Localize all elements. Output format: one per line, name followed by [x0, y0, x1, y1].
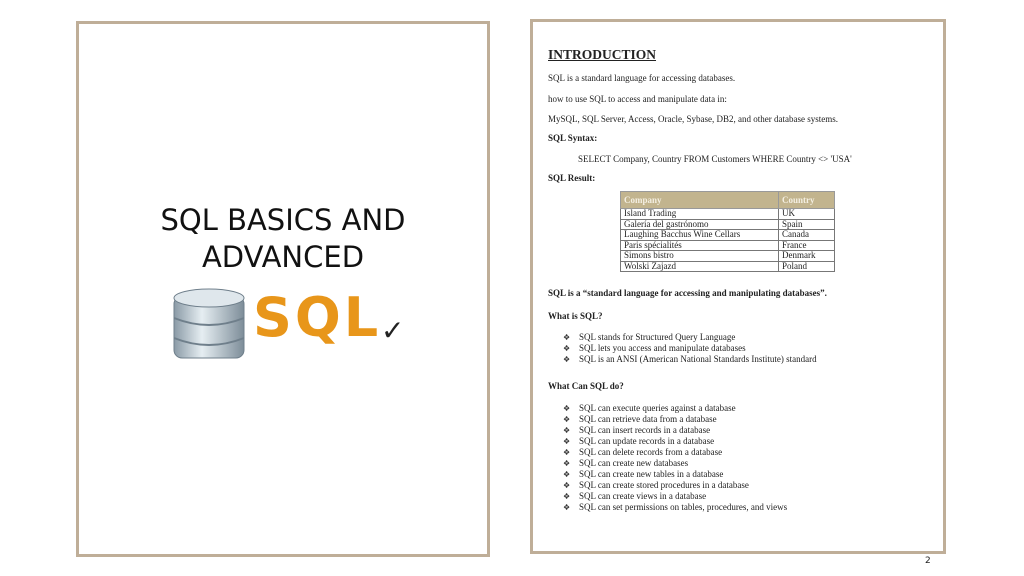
title-line-1: SQL BASICS AND: [160, 203, 406, 237]
item-text: SQL is an ANSI (American National Standards Institute) standard: [579, 354, 817, 364]
item-text: SQL can create new databases: [579, 458, 689, 468]
table-row: [621, 219, 835, 230]
table-header: Company: [621, 192, 779, 209]
syntax-code: SELECT Company, Country FROM Customers WHERE Country <> 'USA': [578, 154, 852, 164]
cell: Galería del gastrónomo: [621, 219, 779, 230]
list-item: [563, 425, 787, 436]
table-row: [621, 240, 835, 251]
cell: Wolski Zajazd: [621, 261, 779, 272]
paragraph: how to use SQL to access and manipulate data in:: [548, 94, 727, 104]
list-item: [563, 469, 787, 480]
what-is-list: [563, 332, 817, 365]
item-text: SQL can create views in a database: [579, 491, 707, 501]
heading-introduction: INTRODUCTION: [548, 47, 657, 62]
list-item: [563, 414, 787, 425]
item-text: SQL can delete records from a database: [579, 447, 723, 457]
table-row: [621, 230, 835, 241]
bullet-icon: ❖: [563, 481, 571, 490]
list-item: [563, 480, 787, 491]
result-table: [620, 191, 835, 272]
list-item: [563, 436, 787, 447]
bullet-icon: ❖: [563, 437, 571, 446]
cover-title: [79, 202, 487, 276]
list-item: [563, 502, 787, 513]
sql-logo-text: SQL: [253, 286, 382, 349]
definition: SQL is a “standard language for accessing and manipulating databases”.: [548, 288, 827, 298]
item-text: SQL can update records in a database: [579, 436, 715, 446]
cell: Island Trading: [621, 209, 779, 220]
table-row: [621, 261, 835, 272]
item-text: SQL can retrieve data from a database: [579, 414, 717, 424]
bullet-icon: ❖: [563, 426, 571, 435]
item-text: SQL stands for Structured Query Language: [579, 332, 736, 342]
cell: Poland: [779, 261, 835, 272]
list-item: [563, 458, 787, 469]
item-text: SQL can execute queries against a database: [579, 403, 736, 413]
item-text: SQL can create stored procedures in a database: [579, 480, 749, 490]
what-is-heading: What is SQL?: [548, 311, 603, 321]
bullet-icon: ❖: [563, 344, 571, 353]
bullet-icon: ❖: [563, 459, 571, 468]
bullet-icon: ❖: [563, 503, 571, 512]
cell: Spain: [779, 219, 835, 230]
bullet-icon: ❖: [563, 448, 571, 457]
list-item: [563, 491, 787, 502]
cell: Laughing Bacchus Wine Cellars: [621, 230, 779, 241]
paragraph: MySQL, SQL Server, Access, Oracle, Sybase, DB2, and other database systems.: [548, 114, 838, 124]
bullet-icon: ❖: [563, 333, 571, 342]
bullet-icon: ❖: [563, 470, 571, 479]
cell: Denmark: [779, 251, 835, 262]
cover-page: [76, 21, 490, 557]
bullet-icon: ❖: [563, 492, 571, 501]
title-line-2: ADVANCED: [201, 240, 365, 274]
item-text: SQL can set permissions on tables, procedures, and views: [579, 502, 788, 512]
cell: Canada: [779, 230, 835, 241]
content-page: [530, 19, 946, 554]
what-can-list: [563, 403, 787, 513]
bullet-icon: ❖: [563, 355, 571, 364]
list-item: [563, 403, 787, 414]
item-text: SQL lets you access and manipulate databases: [579, 343, 746, 353]
cell: Paris spécialités: [621, 240, 779, 251]
database-icon: [169, 286, 249, 366]
page-number: 2: [925, 556, 931, 566]
item-text: SQL can insert records in a database: [579, 425, 711, 435]
result-label: SQL Result:: [548, 173, 596, 183]
sql-logo: [169, 286, 409, 366]
table-header: Country: [779, 192, 835, 209]
list-item: [563, 354, 817, 365]
list-item: [563, 447, 787, 458]
cell: Simons bistro: [621, 251, 779, 262]
cell: UK: [779, 209, 835, 220]
check-icon: ✓: [381, 316, 405, 347]
bullet-icon: ❖: [563, 404, 571, 413]
bullet-icon: ❖: [563, 415, 571, 424]
paragraph: SQL is a standard language for accessing databases.: [548, 73, 736, 83]
table-row: [621, 251, 835, 262]
list-item: [563, 343, 817, 354]
item-text: SQL can create new tables in a database: [579, 469, 724, 479]
list-item: [563, 332, 817, 343]
syntax-label: SQL Syntax:: [548, 133, 598, 143]
what-can-heading: What Can SQL do?: [548, 381, 624, 391]
table-row: [621, 209, 835, 220]
cell: France: [779, 240, 835, 251]
